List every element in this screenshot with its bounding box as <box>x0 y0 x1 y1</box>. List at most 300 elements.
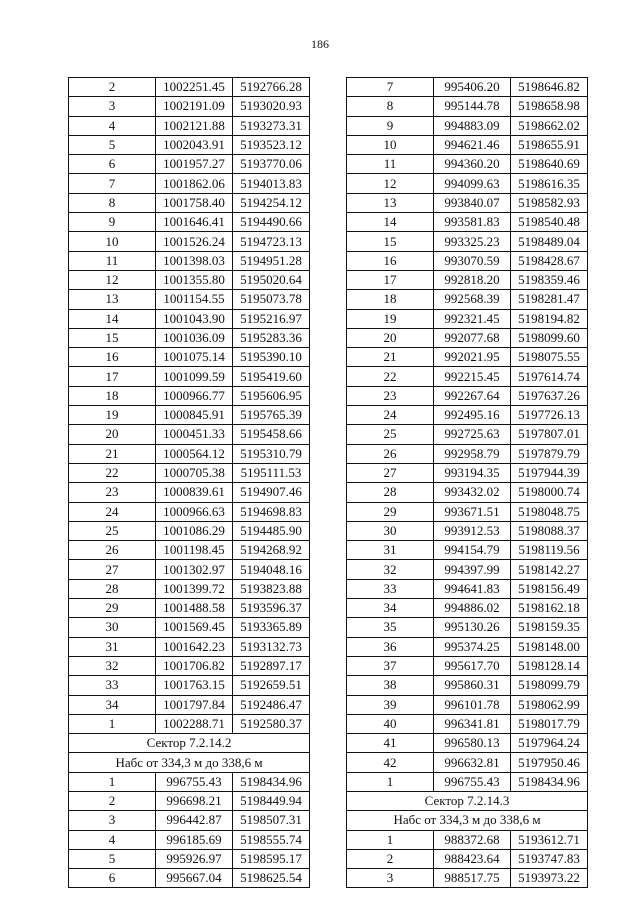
table-row <box>69 599 310 618</box>
x-coordinate-cell: 992958.79 <box>434 444 511 463</box>
y-coordinate-cell: 5193973.22 <box>511 869 588 888</box>
point-number-cell: 3 <box>69 97 156 116</box>
x-coordinate-cell: 993432.02 <box>434 483 511 502</box>
table-row <box>69 213 310 232</box>
y-coordinate-cell: 5198017.79 <box>511 714 588 733</box>
y-coordinate-cell: 5198062.99 <box>511 695 588 714</box>
table-row <box>347 714 588 733</box>
x-coordinate-cell: 995667.04 <box>156 869 233 888</box>
x-coordinate-cell: 992077.68 <box>434 328 511 347</box>
x-coordinate-cell: 992495.16 <box>434 406 511 425</box>
table-row <box>69 251 310 270</box>
point-number-cell: 30 <box>69 618 156 637</box>
y-coordinate-cell: 5192659.51 <box>233 676 310 695</box>
y-coordinate-cell: 5195606.95 <box>233 386 310 405</box>
x-coordinate-cell: 996580.13 <box>434 734 511 753</box>
point-number-cell: 30 <box>347 521 434 540</box>
x-coordinate-cell: 995406.20 <box>434 78 511 97</box>
point-number-cell: 25 <box>347 425 434 444</box>
point-number-cell: 22 <box>347 367 434 386</box>
table-row <box>347 444 588 463</box>
table-row <box>69 444 310 463</box>
table-row <box>69 579 310 598</box>
x-coordinate-cell: 996755.43 <box>434 772 511 791</box>
point-number-cell: 32 <box>69 656 156 675</box>
point-number-cell: 31 <box>347 541 434 560</box>
x-coordinate-cell: 993671.51 <box>434 502 511 521</box>
table-row <box>69 830 310 849</box>
table-row <box>347 174 588 193</box>
x-coordinate-cell: 1000839.61 <box>156 483 233 502</box>
point-number-cell: 2 <box>347 849 434 868</box>
table-row <box>69 772 310 791</box>
y-coordinate-cell: 5197807.01 <box>511 425 588 444</box>
y-coordinate-cell: 5197964.24 <box>511 734 588 753</box>
table-row <box>347 97 588 116</box>
x-coordinate-cell: 1002043.91 <box>156 135 233 154</box>
y-coordinate-cell: 5198359.46 <box>511 270 588 289</box>
y-coordinate-cell: 5197944.39 <box>511 463 588 482</box>
sector-header-row <box>347 811 588 830</box>
y-coordinate-cell: 5195111.53 <box>233 463 310 482</box>
point-number-cell: 8 <box>347 97 434 116</box>
table-row <box>69 849 310 868</box>
table-row <box>69 232 310 251</box>
x-coordinate-cell: 1000966.77 <box>156 386 233 405</box>
point-number-cell: 5 <box>69 135 156 154</box>
x-coordinate-cell: 1001706.82 <box>156 656 233 675</box>
table-row <box>69 406 310 425</box>
x-coordinate-cell: 995926.97 <box>156 849 233 868</box>
table-row <box>347 483 588 502</box>
x-coordinate-cell: 993912.53 <box>434 521 511 540</box>
y-coordinate-cell: 5194268.92 <box>233 541 310 560</box>
y-coordinate-cell: 5198595.17 <box>233 849 310 868</box>
y-coordinate-cell: 5198582.93 <box>511 193 588 212</box>
table-row <box>69 560 310 579</box>
x-coordinate-cell: 993070.59 <box>434 251 511 270</box>
x-coordinate-cell: 994883.09 <box>434 116 511 135</box>
point-number-cell: 27 <box>69 560 156 579</box>
table-row <box>347 830 588 849</box>
x-coordinate-cell: 996632.81 <box>434 753 511 772</box>
table-row <box>69 78 310 97</box>
table-row <box>347 521 588 540</box>
x-coordinate-cell: 1001526.24 <box>156 232 233 251</box>
y-coordinate-cell: 5194698.83 <box>233 502 310 521</box>
x-coordinate-cell: 1001043.90 <box>156 309 233 328</box>
x-coordinate-cell: 1002121.88 <box>156 116 233 135</box>
x-coordinate-cell: 1000845.91 <box>156 406 233 425</box>
point-number-cell: 38 <box>347 676 434 695</box>
y-coordinate-cell: 5198540.48 <box>511 213 588 232</box>
x-coordinate-cell: 995860.31 <box>434 676 511 695</box>
point-number-cell: 40 <box>347 714 434 733</box>
y-coordinate-cell: 5197879.79 <box>511 444 588 463</box>
point-number-cell: 33 <box>347 579 434 598</box>
x-coordinate-cell: 1001036.09 <box>156 328 233 347</box>
x-coordinate-cell: 988372.68 <box>434 830 511 849</box>
point-number-cell: 9 <box>347 116 434 135</box>
y-coordinate-cell: 5193770.06 <box>233 155 310 174</box>
x-coordinate-cell: 1001399.72 <box>156 579 233 598</box>
y-coordinate-cell: 5193747.83 <box>511 849 588 868</box>
x-coordinate-cell: 996442.87 <box>156 811 233 830</box>
y-coordinate-cell: 5195419.60 <box>233 367 310 386</box>
x-coordinate-cell: 992215.45 <box>434 367 511 386</box>
table-row <box>347 116 588 135</box>
point-number-cell: 28 <box>69 579 156 598</box>
y-coordinate-cell: 5198434.96 <box>233 772 310 791</box>
table-row <box>347 656 588 675</box>
table-row <box>69 348 310 367</box>
point-number-cell: 21 <box>69 444 156 463</box>
point-number-cell: 42 <box>347 753 434 772</box>
table-row <box>347 579 588 598</box>
point-number-cell: 21 <box>347 348 434 367</box>
table-row <box>347 406 588 425</box>
point-number-cell: 25 <box>69 521 156 540</box>
x-coordinate-cell: 1002191.09 <box>156 97 233 116</box>
y-coordinate-cell: 5193365.89 <box>233 618 310 637</box>
point-number-cell: 29 <box>347 502 434 521</box>
x-coordinate-cell: 1001646.41 <box>156 213 233 232</box>
table-row <box>69 174 310 193</box>
y-coordinate-cell: 5198625.54 <box>233 869 310 888</box>
table-row <box>347 618 588 637</box>
point-number-cell: 18 <box>69 386 156 405</box>
point-number-cell: 11 <box>69 251 156 270</box>
y-coordinate-cell: 5194907.46 <box>233 483 310 502</box>
x-coordinate-cell: 992321.45 <box>434 309 511 328</box>
table-row <box>69 656 310 675</box>
y-coordinate-cell: 5198128.14 <box>511 656 588 675</box>
point-number-cell: 28 <box>347 483 434 502</box>
point-number-cell: 9 <box>69 213 156 232</box>
point-number-cell: 29 <box>69 599 156 618</box>
point-number-cell: 39 <box>347 695 434 714</box>
y-coordinate-cell: 5192897.17 <box>233 656 310 675</box>
point-number-cell: 16 <box>347 251 434 270</box>
point-number-cell: 20 <box>69 425 156 444</box>
table-row <box>347 676 588 695</box>
y-coordinate-cell: 5198646.82 <box>511 78 588 97</box>
x-coordinate-cell: 988423.64 <box>434 849 511 868</box>
table-row <box>69 135 310 154</box>
y-coordinate-cell: 5198162.18 <box>511 599 588 618</box>
table-row <box>69 541 310 560</box>
point-number-cell: 1 <box>69 714 156 733</box>
table-row <box>69 676 310 695</box>
x-coordinate-cell: 993581.83 <box>434 213 511 232</box>
table-row <box>69 270 310 289</box>
y-coordinate-cell: 5198088.37 <box>511 521 588 540</box>
x-coordinate-cell: 1001154.55 <box>156 290 233 309</box>
y-coordinate-cell: 5197726.13 <box>511 406 588 425</box>
x-coordinate-cell: 1001862.06 <box>156 174 233 193</box>
y-coordinate-cell: 5198658.98 <box>511 97 588 116</box>
table-row <box>69 791 310 810</box>
table-row <box>69 714 310 733</box>
point-number-cell: 26 <box>347 444 434 463</box>
y-coordinate-cell: 5194490.66 <box>233 213 310 232</box>
point-number-cell: 31 <box>69 637 156 656</box>
x-coordinate-cell: 995617.70 <box>434 656 511 675</box>
x-coordinate-cell: 994621.46 <box>434 135 511 154</box>
y-coordinate-cell: 5195310.79 <box>233 444 310 463</box>
table-row <box>69 97 310 116</box>
table-row <box>69 309 310 328</box>
point-number-cell: 37 <box>347 656 434 675</box>
table-row <box>347 135 588 154</box>
table-row <box>69 193 310 212</box>
table-row <box>69 811 310 830</box>
x-coordinate-cell: 993325.23 <box>434 232 511 251</box>
point-number-cell: 7 <box>69 174 156 193</box>
y-coordinate-cell: 5198156.49 <box>511 579 588 598</box>
point-number-cell: 10 <box>69 232 156 251</box>
point-number-cell: 4 <box>69 116 156 135</box>
point-number-cell: 26 <box>69 541 156 560</box>
x-coordinate-cell: 1000564.12 <box>156 444 233 463</box>
table-row <box>347 463 588 482</box>
y-coordinate-cell: 5195216.97 <box>233 309 310 328</box>
x-coordinate-cell: 996755.43 <box>156 772 233 791</box>
sector-header-row <box>69 734 310 753</box>
y-coordinate-cell: 5198281.47 <box>511 290 588 309</box>
y-coordinate-cell: 5194951.28 <box>233 251 310 270</box>
y-coordinate-cell: 5198449.94 <box>233 791 310 810</box>
y-coordinate-cell: 5198428.67 <box>511 251 588 270</box>
point-number-cell: 6 <box>69 869 156 888</box>
x-coordinate-cell: 1001488.58 <box>156 599 233 618</box>
y-coordinate-cell: 5194254.12 <box>233 193 310 212</box>
y-coordinate-cell: 5198099.60 <box>511 328 588 347</box>
coordinates-table-body <box>69 78 310 888</box>
table-row <box>347 328 588 347</box>
table-row <box>69 386 310 405</box>
x-coordinate-cell: 996185.69 <box>156 830 233 849</box>
table-row <box>347 560 588 579</box>
y-coordinate-cell: 5193523.12 <box>233 135 310 154</box>
point-number-cell: 8 <box>69 193 156 212</box>
y-coordinate-cell: 5195020.64 <box>233 270 310 289</box>
y-coordinate-cell: 5193020.93 <box>233 97 310 116</box>
table-row <box>347 849 588 868</box>
y-coordinate-cell: 5194485.90 <box>233 521 310 540</box>
x-coordinate-cell: 996341.81 <box>434 714 511 733</box>
y-coordinate-cell: 5198142.27 <box>511 560 588 579</box>
y-coordinate-cell: 5198655.91 <box>511 135 588 154</box>
point-number-cell: 7 <box>347 78 434 97</box>
sector-altitude-range: Набс от 334,3 м до 338,6 м <box>69 753 310 772</box>
y-coordinate-cell: 5198075.55 <box>511 348 588 367</box>
point-number-cell: 4 <box>69 830 156 849</box>
x-coordinate-cell: 1001569.45 <box>156 618 233 637</box>
table-row <box>69 618 310 637</box>
x-coordinate-cell: 994641.83 <box>434 579 511 598</box>
table-row <box>347 213 588 232</box>
table-row <box>347 386 588 405</box>
point-number-cell: 3 <box>347 869 434 888</box>
point-number-cell: 2 <box>69 78 156 97</box>
point-number-cell: 32 <box>347 560 434 579</box>
sector-altitude-range: Набс от 334,3 м до 338,6 м <box>347 811 588 830</box>
y-coordinate-cell: 5194723.13 <box>233 232 310 251</box>
table-row <box>69 425 310 444</box>
y-coordinate-cell: 5198048.75 <box>511 502 588 521</box>
y-coordinate-cell: 5198099.79 <box>511 676 588 695</box>
x-coordinate-cell: 1001763.15 <box>156 676 233 695</box>
table-row <box>347 425 588 444</box>
table-row <box>347 753 588 772</box>
x-coordinate-cell: 1000705.38 <box>156 463 233 482</box>
y-coordinate-cell: 5197637.26 <box>511 386 588 405</box>
x-coordinate-cell: 992021.95 <box>434 348 511 367</box>
sector-header-row <box>69 753 310 772</box>
table-row <box>347 734 588 753</box>
y-coordinate-cell: 5193612.71 <box>511 830 588 849</box>
table-row <box>69 290 310 309</box>
point-number-cell: 16 <box>69 348 156 367</box>
point-number-cell: 19 <box>347 309 434 328</box>
table-row <box>69 367 310 386</box>
table-row <box>347 502 588 521</box>
x-coordinate-cell: 994397.99 <box>434 560 511 579</box>
point-number-cell: 20 <box>347 328 434 347</box>
table-row <box>69 463 310 482</box>
point-number-cell: 17 <box>347 270 434 289</box>
x-coordinate-cell: 1001075.14 <box>156 348 233 367</box>
y-coordinate-cell: 5193273.31 <box>233 116 310 135</box>
x-coordinate-cell: 994099.63 <box>434 174 511 193</box>
point-number-cell: 23 <box>347 386 434 405</box>
point-number-cell: 34 <box>347 599 434 618</box>
point-number-cell: 22 <box>69 463 156 482</box>
x-coordinate-cell: 993194.35 <box>434 463 511 482</box>
table-row <box>347 155 588 174</box>
table-row <box>347 637 588 656</box>
x-coordinate-cell: 1000966.63 <box>156 502 233 521</box>
table-row <box>347 290 588 309</box>
y-coordinate-cell: 5194013.83 <box>233 174 310 193</box>
point-number-cell: 17 <box>69 367 156 386</box>
y-coordinate-cell: 5198662.02 <box>511 116 588 135</box>
x-coordinate-cell: 996698.21 <box>156 791 233 810</box>
table-row <box>69 155 310 174</box>
x-coordinate-cell: 995374.25 <box>434 637 511 656</box>
point-number-cell: 41 <box>347 734 434 753</box>
y-coordinate-cell: 5198159.35 <box>511 618 588 637</box>
x-coordinate-cell: 1002251.45 <box>156 78 233 97</box>
point-number-cell: 24 <box>347 406 434 425</box>
point-number-cell: 1 <box>347 772 434 791</box>
x-coordinate-cell: 996101.78 <box>434 695 511 714</box>
y-coordinate-cell: 5198148.00 <box>511 637 588 656</box>
y-coordinate-cell: 5197614.74 <box>511 367 588 386</box>
point-number-cell: 5 <box>69 849 156 868</box>
point-number-cell: 13 <box>69 290 156 309</box>
coordinates-table-right <box>346 77 588 888</box>
table-row <box>69 116 310 135</box>
point-number-cell: 1 <box>69 772 156 791</box>
y-coordinate-cell: 5198616.35 <box>511 174 588 193</box>
table-row <box>347 695 588 714</box>
y-coordinate-cell: 5198640.69 <box>511 155 588 174</box>
point-number-cell: 33 <box>69 676 156 695</box>
x-coordinate-cell: 1001086.29 <box>156 521 233 540</box>
y-coordinate-cell: 5192486.47 <box>233 695 310 714</box>
table-row <box>347 599 588 618</box>
point-number-cell: 14 <box>69 309 156 328</box>
table-row <box>69 521 310 540</box>
y-coordinate-cell: 5198489.04 <box>511 232 588 251</box>
y-coordinate-cell: 5198507.31 <box>233 811 310 830</box>
point-number-cell: 35 <box>347 618 434 637</box>
x-coordinate-cell: 995130.26 <box>434 618 511 637</box>
x-coordinate-cell: 1000451.33 <box>156 425 233 444</box>
x-coordinate-cell: 992725.63 <box>434 425 511 444</box>
table-row <box>347 251 588 270</box>
x-coordinate-cell: 994886.02 <box>434 599 511 618</box>
y-coordinate-cell: 5198000.74 <box>511 483 588 502</box>
y-coordinate-cell: 5195283.36 <box>233 328 310 347</box>
table-row <box>347 232 588 251</box>
table-row <box>347 869 588 888</box>
point-number-cell: 34 <box>69 695 156 714</box>
y-coordinate-cell: 5192766.28 <box>233 78 310 97</box>
point-number-cell: 3 <box>69 811 156 830</box>
point-number-cell: 36 <box>347 637 434 656</box>
point-number-cell: 6 <box>69 155 156 174</box>
table-row <box>347 772 588 791</box>
point-number-cell: 12 <box>69 270 156 289</box>
x-coordinate-cell: 995144.78 <box>434 97 511 116</box>
table-row <box>69 502 310 521</box>
x-coordinate-cell: 1001099.59 <box>156 367 233 386</box>
page-number: 186 <box>311 37 329 51</box>
y-coordinate-cell: 5197950.46 <box>511 753 588 772</box>
sector-title: Сектор 7.2.14.3 <box>347 791 588 810</box>
x-coordinate-cell: 994154.79 <box>434 541 511 560</box>
table-row <box>347 541 588 560</box>
x-coordinate-cell: 1001355.80 <box>156 270 233 289</box>
x-coordinate-cell: 994360.20 <box>434 155 511 174</box>
table-row <box>347 367 588 386</box>
coordinates-table-left <box>68 77 310 888</box>
y-coordinate-cell: 5198555.74 <box>233 830 310 849</box>
y-coordinate-cell: 5194048.16 <box>233 560 310 579</box>
point-number-cell: 24 <box>69 502 156 521</box>
table-row <box>69 869 310 888</box>
y-coordinate-cell: 5198194.82 <box>511 309 588 328</box>
table-row <box>347 78 588 97</box>
x-coordinate-cell: 988517.75 <box>434 869 511 888</box>
point-number-cell: 23 <box>69 483 156 502</box>
point-number-cell: 10 <box>347 135 434 154</box>
x-coordinate-cell: 992818.20 <box>434 270 511 289</box>
sector-title: Сектор 7.2.14.2 <box>69 734 310 753</box>
point-number-cell: 19 <box>69 406 156 425</box>
x-coordinate-cell: 1001302.97 <box>156 560 233 579</box>
x-coordinate-cell: 1001198.45 <box>156 541 233 560</box>
x-coordinate-cell: 1002288.71 <box>156 714 233 733</box>
x-coordinate-cell: 1001957.27 <box>156 155 233 174</box>
point-number-cell: 12 <box>347 174 434 193</box>
x-coordinate-cell: 992568.39 <box>434 290 511 309</box>
x-coordinate-cell: 1001398.03 <box>156 251 233 270</box>
point-number-cell: 15 <box>69 328 156 347</box>
